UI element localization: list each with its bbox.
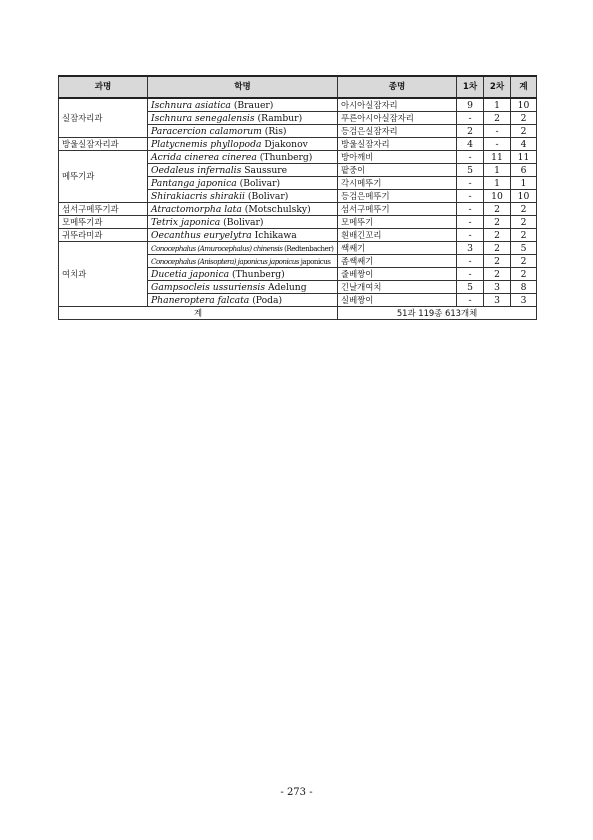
scientific-name-cell xyxy=(148,255,338,268)
scientific-name-italic: Platycnemis phyllopoda xyxy=(151,138,262,150)
scientific-name-cell xyxy=(148,98,338,112)
first-survey-count-cell: - xyxy=(457,151,484,164)
scientific-name-italic: Paracercion calamorum xyxy=(151,125,262,137)
first-survey-count-cell: 5 xyxy=(457,164,484,177)
korean-name-cell: 실베짱이 xyxy=(338,294,457,307)
total-count-cell: 2 xyxy=(511,216,537,229)
table-header-row xyxy=(59,76,537,98)
korean-name-cell: 줄베짱이 xyxy=(338,268,457,281)
scientific-name-author: (Bolivar) xyxy=(223,216,264,228)
scientific-name-cell xyxy=(148,138,338,151)
scientific-name-cell xyxy=(148,203,338,216)
scientific-name-cell xyxy=(148,268,338,281)
scientific-name-cell xyxy=(148,242,338,255)
scientific-name-author: Djakonov xyxy=(264,138,308,150)
second-survey-count-cell: 2 xyxy=(484,229,511,242)
table-row xyxy=(59,216,537,229)
scientific-name-cell xyxy=(148,216,338,229)
korean-name-cell: 방울실잠자리 xyxy=(338,138,457,151)
korean-name-cell: 아시아실잠자리 xyxy=(338,98,457,112)
scientific-name-author: Saussure xyxy=(244,164,288,176)
scientific-name-author: (Motschulsky) xyxy=(244,203,311,215)
scientific-name-cell xyxy=(148,125,338,138)
scientific-name-author: (Rambur) xyxy=(257,112,303,124)
table-row xyxy=(59,98,537,112)
table-body xyxy=(59,98,537,307)
scientific-name-italic: Conocephalus (Anisoptera) japonicus japonicus xyxy=(151,256,299,266)
total-count-cell: 2 xyxy=(511,255,537,268)
scientific-name-cell xyxy=(148,112,338,125)
korean-name-cell: 각시메뚜기 xyxy=(338,177,457,190)
page-number: - 273 - xyxy=(280,787,313,798)
scientific-name-italic: Conocephalus (Amurocephalus) chinensis xyxy=(151,243,283,253)
scientific-name-italic: Atractomorpha lata xyxy=(151,203,242,215)
scientific-name-author: (Thunberg) xyxy=(232,268,285,280)
scientific-name-author: Ichikawa xyxy=(254,229,297,241)
second-survey-count-cell: 2 xyxy=(484,268,511,281)
total-count-cell: 3 xyxy=(511,294,537,307)
scientific-name-cell xyxy=(148,229,338,242)
korean-name-cell: 긴날개여치 xyxy=(338,281,457,294)
family-name-cell: 섬서구메뚜기과 xyxy=(59,203,148,216)
first-survey-count-cell: 5 xyxy=(457,281,484,294)
first-survey-count-cell: - xyxy=(457,294,484,307)
family-name-cell: 여치과 xyxy=(59,242,148,307)
second-survey-count-cell: 10 xyxy=(484,190,511,203)
footer-total-summary: 51과 119종 613개체 xyxy=(338,307,537,320)
family-name-cell: 귀뚜라미과 xyxy=(59,229,148,242)
scientific-name-cell xyxy=(148,294,338,307)
scientific-name-cell xyxy=(148,151,338,164)
table-row xyxy=(59,138,537,151)
scientific-name-author: (Ris) xyxy=(264,125,287,137)
family-name-cell: 실잠자리과 xyxy=(59,98,148,138)
total-count-cell: 4 xyxy=(511,138,537,151)
total-count-cell: 2 xyxy=(511,229,537,242)
second-survey-count-cell: 3 xyxy=(484,281,511,294)
family-name-cell: 모메뚜기과 xyxy=(59,216,148,229)
scientific-name-italic: Phaneroptera falcata xyxy=(151,294,250,306)
second-survey-count-cell: - xyxy=(484,125,511,138)
first-survey-count-cell: - xyxy=(457,190,484,203)
first-survey-count-cell: - xyxy=(457,112,484,125)
total-count-cell: 2 xyxy=(511,112,537,125)
scientific-name-italic: Gampsocleis ussuriensis xyxy=(151,281,266,293)
total-count-cell: 10 xyxy=(511,190,537,203)
first-survey-count-cell: - xyxy=(457,177,484,190)
first-survey-count-cell: - xyxy=(457,203,484,216)
header-first-survey: 1차 xyxy=(457,76,484,98)
total-count-cell: 2 xyxy=(511,268,537,281)
scientific-name-author: (Brauer) xyxy=(233,99,274,111)
scientific-name-cell xyxy=(148,177,338,190)
scientific-name-author: (Bolivar) xyxy=(239,177,281,189)
total-count-cell: 8 xyxy=(511,281,537,294)
header-second-survey: 2차 xyxy=(484,76,511,98)
korean-name-cell: 좀쌕쌔기 xyxy=(338,255,457,268)
table-row xyxy=(59,242,537,255)
scientific-name-italic: Acrida cinerea cinerea xyxy=(151,151,257,163)
korean-name-cell: 등검은실잠자리 xyxy=(338,125,457,138)
korean-name-cell: 푸른아시아실잠자리 xyxy=(338,112,457,125)
scientific-name-author: (Thunberg) xyxy=(259,151,313,163)
total-count-cell: 10 xyxy=(511,98,537,112)
first-survey-count-cell: 9 xyxy=(457,98,484,112)
second-survey-count-cell: 11 xyxy=(484,151,511,164)
species-table xyxy=(58,75,537,320)
korean-name-cell: 방아깨비 xyxy=(338,151,457,164)
scientific-name-italic: Oecanthus euryelytra xyxy=(151,229,252,241)
table-row xyxy=(59,151,537,164)
scientific-name-italic: Pantanga japonica xyxy=(151,177,237,189)
second-survey-count-cell: 1 xyxy=(484,177,511,190)
total-count-cell: 11 xyxy=(511,151,537,164)
korean-name-cell: 등검은메뚜기 xyxy=(338,190,457,203)
scientific-name-author: (Poda) xyxy=(252,294,283,306)
second-survey-count-cell: 3 xyxy=(484,294,511,307)
korean-name-cell: 팥중이 xyxy=(338,164,457,177)
table-footer-row xyxy=(59,307,537,320)
scientific-name-italic: Oedaleus infernalis xyxy=(151,164,242,176)
second-survey-count-cell: - xyxy=(484,138,511,151)
first-survey-count-cell: - xyxy=(457,216,484,229)
scientific-name-italic: Ischnura senegalensis xyxy=(151,112,255,124)
korean-name-cell: 섬서구메뚜기 xyxy=(338,203,457,216)
total-count-cell: 6 xyxy=(511,164,537,177)
korean-name-cell: 흰배긴꼬리 xyxy=(338,229,457,242)
second-survey-count-cell: 2 xyxy=(484,216,511,229)
table-row xyxy=(59,229,537,242)
second-survey-count-cell: 1 xyxy=(484,98,511,112)
scientific-name-italic: Shirakiacris shirakii xyxy=(151,190,245,202)
header-scientific-name: 학명 xyxy=(148,76,338,98)
header-total: 계 xyxy=(511,76,537,98)
scientific-name-cell xyxy=(148,281,338,294)
scientific-name-italic: Tetrix japonica xyxy=(151,216,221,228)
scientific-name-author: (Bolivar) xyxy=(247,190,289,202)
second-survey-count-cell: 2 xyxy=(484,112,511,125)
scientific-name-cell xyxy=(148,190,338,203)
scientific-name-cell xyxy=(148,164,338,177)
korean-name-cell: 모메뚜기 xyxy=(338,216,457,229)
header-korean-name: 종명 xyxy=(338,76,457,98)
scientific-name-author: japonicus xyxy=(300,256,331,266)
scientific-name-italic: Ducetia japonica xyxy=(151,268,230,280)
first-survey-count-cell: 3 xyxy=(457,242,484,255)
family-name-cell: 방울실잠자리과 xyxy=(59,138,148,151)
total-count-cell: 2 xyxy=(511,125,537,138)
total-count-cell: 2 xyxy=(511,203,537,216)
second-survey-count-cell: 2 xyxy=(484,242,511,255)
family-name-cell: 메뚜기과 xyxy=(59,151,148,203)
scientific-name-author: Adelung xyxy=(268,281,307,293)
footer-total-label: 계 xyxy=(59,307,338,320)
first-survey-count-cell: - xyxy=(457,229,484,242)
table-row xyxy=(59,203,537,216)
second-survey-count-cell: 2 xyxy=(484,255,511,268)
first-survey-count-cell: 2 xyxy=(457,125,484,138)
korean-name-cell: 쌕쌔기 xyxy=(338,242,457,255)
total-count-cell: 5 xyxy=(511,242,537,255)
scientific-name-italic: Ischnura asiatica xyxy=(151,99,231,111)
second-survey-count-cell: 1 xyxy=(484,164,511,177)
first-survey-count-cell: 4 xyxy=(457,138,484,151)
header-family: 과명 xyxy=(59,76,148,98)
first-survey-count-cell: - xyxy=(457,268,484,281)
first-survey-count-cell: - xyxy=(457,255,484,268)
total-count-cell: 1 xyxy=(511,177,537,190)
second-survey-count-cell: 2 xyxy=(484,203,511,216)
scientific-name-author: (Redtenbacher) xyxy=(284,243,334,253)
